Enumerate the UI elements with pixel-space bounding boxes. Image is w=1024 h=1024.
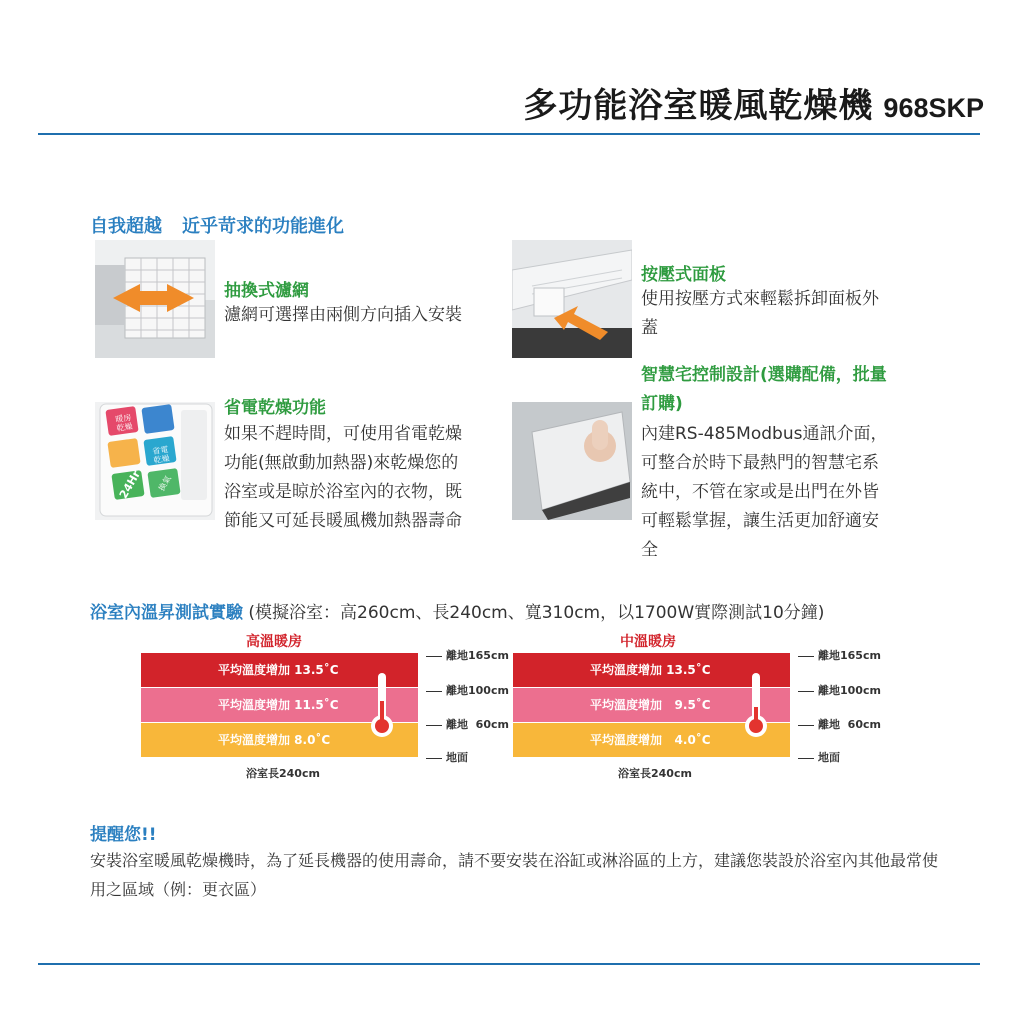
panel-mid-height-100: 離地100cm (798, 682, 881, 698)
reminder-title: 提醒您!! (90, 825, 157, 845)
remote-btn-heat: 暖房 乾燥 (114, 412, 134, 434)
panel-mid-height-165: 離地165cm (798, 647, 881, 663)
feature-dry-text: 如果不趕時間，可使用省電乾燥 功能(無啟動加熱器)來乾燥您的 浴室或是晾於浴室內的衣物，既 節能又可延長暖風機加熱器壽命 (224, 424, 462, 531)
remote-btn-24hr: 24Hr (116, 468, 144, 501)
panel-mid-floor-label: 浴室長240cm (618, 767, 692, 780)
feature-filter-heading: 抽換式濾網 (224, 281, 309, 301)
panel-high-band-165: 平均溫度增加 13.5˚C (141, 653, 418, 687)
model-number: 968SKP (883, 93, 984, 123)
panel-high-heading: 高溫暖房 (246, 634, 302, 650)
panel-mid-band-100: 平均溫度增加 9.5˚C (513, 688, 790, 722)
reminder-text: 安裝浴室暖風乾燥機時，為了延長機器的使用壽命，請不要安裝在浴缸或淋浴區的上方，建議您裝設於浴室內其他最常使用之區域（例：更衣區） (90, 851, 939, 899)
panel-mid-band-165: 平均溫度增加 13.5˚C (513, 653, 790, 687)
remote-control-photo (95, 402, 215, 520)
remote-btn-save: 省電 乾燥 (151, 444, 171, 466)
test-title: 浴室內溫昇測試實驗 (模擬浴室：高260cm、長240cm、寬310cm，以1700W實際測試10分鐘) (90, 603, 825, 623)
panel-high-floor-label: 浴室長240cm (246, 767, 320, 780)
remote-btn-vent: 換氣 (157, 474, 173, 493)
thermometer-icon (743, 671, 769, 739)
feature-panel-heading: 按壓式面板 (641, 265, 726, 285)
feature-smart-heading: 智慧宅控制設計(選購配備，批量 訂購) (641, 365, 887, 414)
section-title: 自我超越 近乎苛求的功能進化 (90, 216, 344, 237)
smart-home-photo (512, 402, 632, 520)
page-title (523, 78, 984, 127)
panel-mid-heading: 中溫暖房 (620, 634, 676, 650)
panel-high-height-floor: 地面 (426, 749, 468, 765)
feature-dry-heading: 省電乾燥功能 (224, 398, 326, 418)
panel-mid-height-floor: 地面 (798, 749, 840, 765)
panel-mid-height-60: 離地 60cm (798, 716, 881, 732)
panel-mid-band-60: 平均溫度增加 4.0˚C (513, 723, 790, 757)
header-divider (38, 133, 980, 135)
thermometer-icon (369, 671, 395, 739)
filter-photo (95, 240, 215, 358)
panel-high-height-100: 離地100cm (426, 682, 509, 698)
feature-filter-text: 濾網可選擇由兩側方向插入安裝 (224, 305, 462, 325)
press-panel-photo (512, 240, 632, 358)
panel-high-band-100: 平均溫度增加 11.5˚C (141, 688, 418, 722)
panel-high-height-60: 離地 60cm (426, 716, 509, 732)
footer-divider (38, 963, 980, 965)
product-name: 多功能浴室暖風乾燥機 (523, 86, 874, 126)
panel-high-band-60: 平均溫度增加 8.0˚C (141, 723, 418, 757)
feature-panel-text: 使用按壓方式來輕鬆拆卸面板外 蓋 (641, 289, 879, 338)
panel-high-height-165: 離地165cm (426, 647, 509, 663)
feature-smart-text: 內建RS-485Modbus通訊介面， 可整合於時下最熱門的智慧宅系 統中，不管在家或是出門在外皆 可輕鬆掌握，讓生活更加舒適安 全 (641, 424, 888, 560)
